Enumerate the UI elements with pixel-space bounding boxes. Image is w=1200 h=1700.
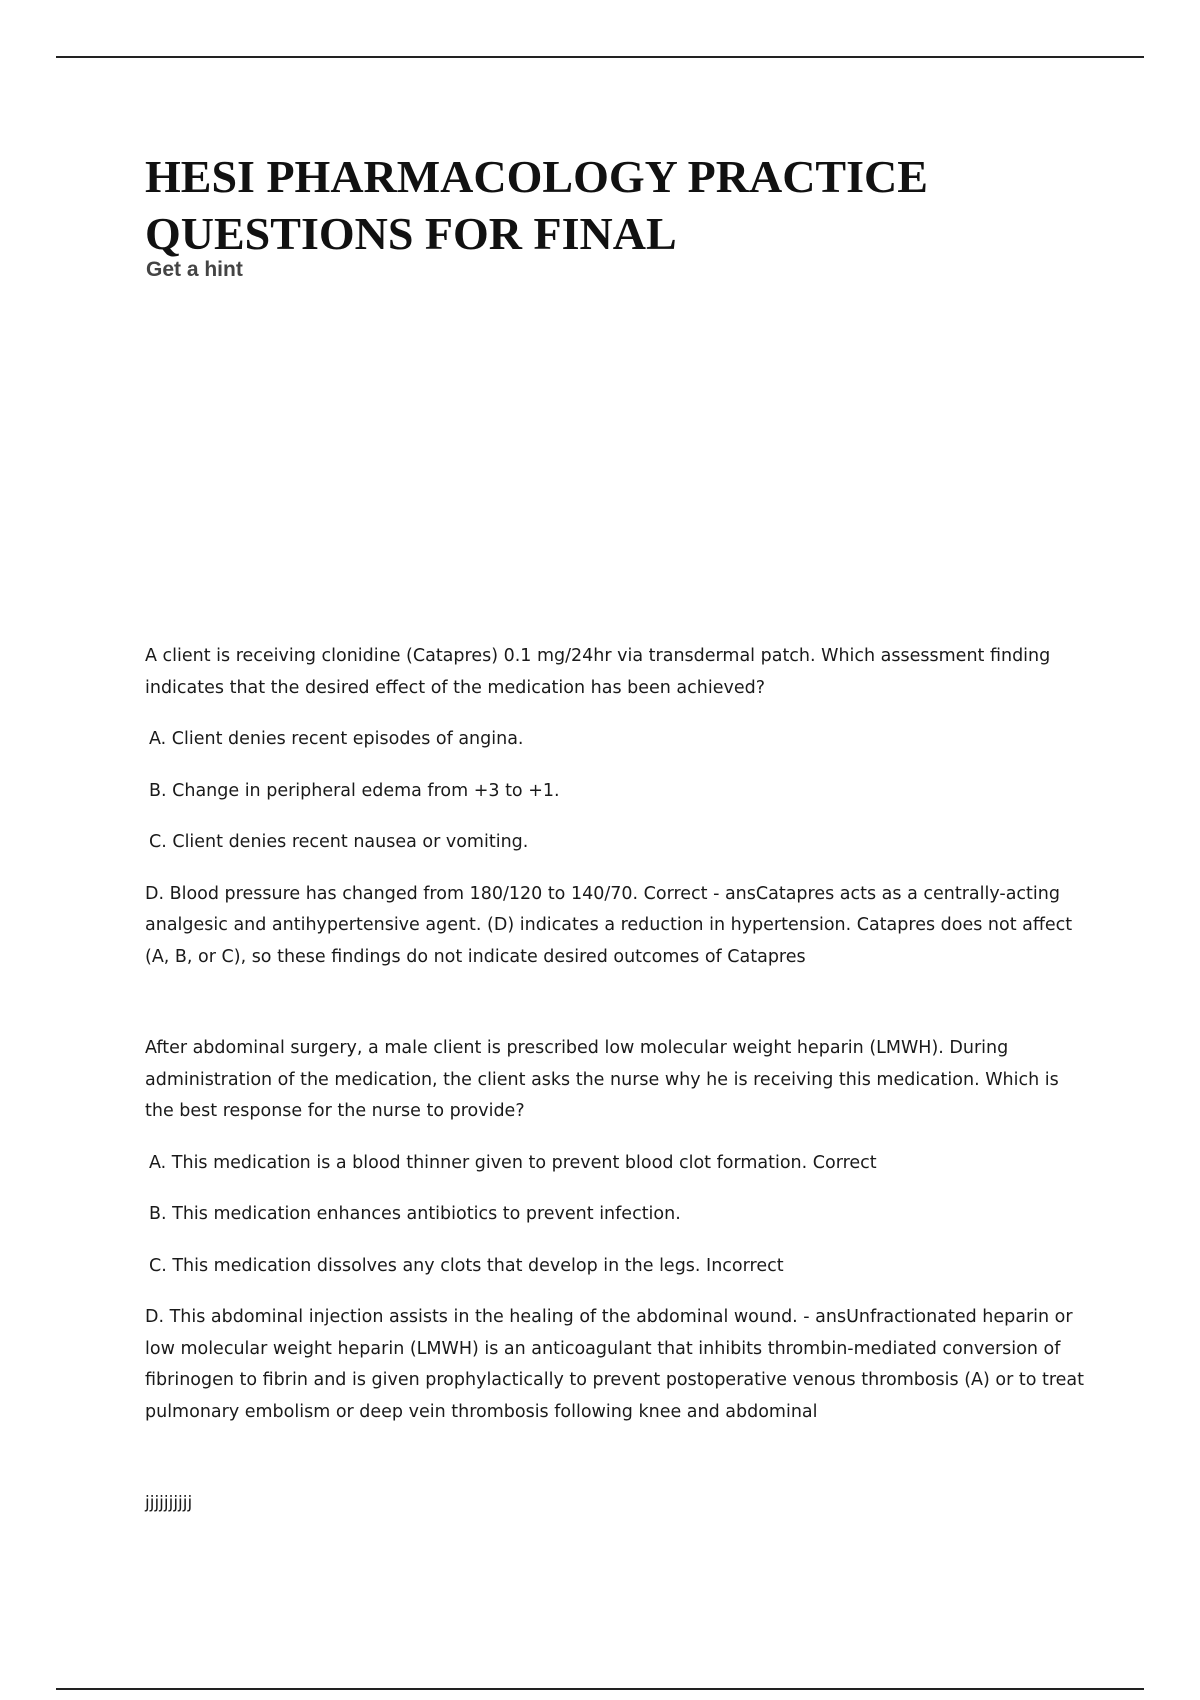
question-1-stem: A client is receiving clonidine (Catapres) 0.1 mg/24hr via transdermal patch. Which assessment finding indicates that the desired effect of the medication has been achieved? xyxy=(145,646,1051,698)
get-hint-link[interactable]: Get a hint xyxy=(146,258,243,281)
question-1-option-c: C. Client denies recent nausea or vomiting. xyxy=(149,832,529,852)
trailing-text: jjjjjjjjjj xyxy=(145,1493,193,1513)
question-2-option-a: A. This medication is a blood thinner given to prevent blood clot formation. Correct xyxy=(149,1152,877,1173)
question-1-option-d-answer: D. Blood pressure has changed from 180/120 to 140/70. Correct - ansCatapres acts as a centrally-acting analgesic and antihypertensive agent. (D) indicates a reduction in hypertension. Catapres does not affect (A, B, or C), so these findings do not indicate desired outcomes of Catapres xyxy=(145,883,1073,967)
question-1-option-a: A. Client denies recent episodes of angina. xyxy=(149,729,524,749)
document-title: HESI PHARMACOLOGY PRACTICE QUESTIONS FOR FINAL xyxy=(145,151,928,259)
question-1 xyxy=(145,641,1090,973)
question-2-stem: After abdominal surgery, a male client is prescribed low molecular weight heparin (LMWH). During administration of the medication, the client asks the nurse why he is receiving this medication. Which is the best response for the nurse to provide? xyxy=(145,1038,1059,1121)
question-2-option-c: C. This medication dissolves any clots that develop in the legs. Incorrect xyxy=(149,1255,784,1276)
document-body xyxy=(145,641,1090,1520)
question-2 xyxy=(145,1033,1090,1428)
bottom-rule xyxy=(56,1688,1144,1690)
question-2-option-b: B. This medication enhances antibiotics to prevent infection. xyxy=(149,1204,681,1224)
question-2-option-d-answer: D. This abdominal injection assists in the healing of the abdominal wound. - ansUnfractionated heparin or low molecular weight heparin (LMWH) is an anticoagulant that inhibits thrombin-mediated conversion of fibrinogen to fibrin and is given prophylactically to prevent postoperative venous thrombosis (A) or to treat pulmonary embolism or deep vein thrombosis following knee and abdominal xyxy=(145,1307,1085,1422)
top-rule xyxy=(56,56,1144,58)
question-1-option-b: B. Change in peripheral edema from +3 to +1. xyxy=(149,780,560,801)
